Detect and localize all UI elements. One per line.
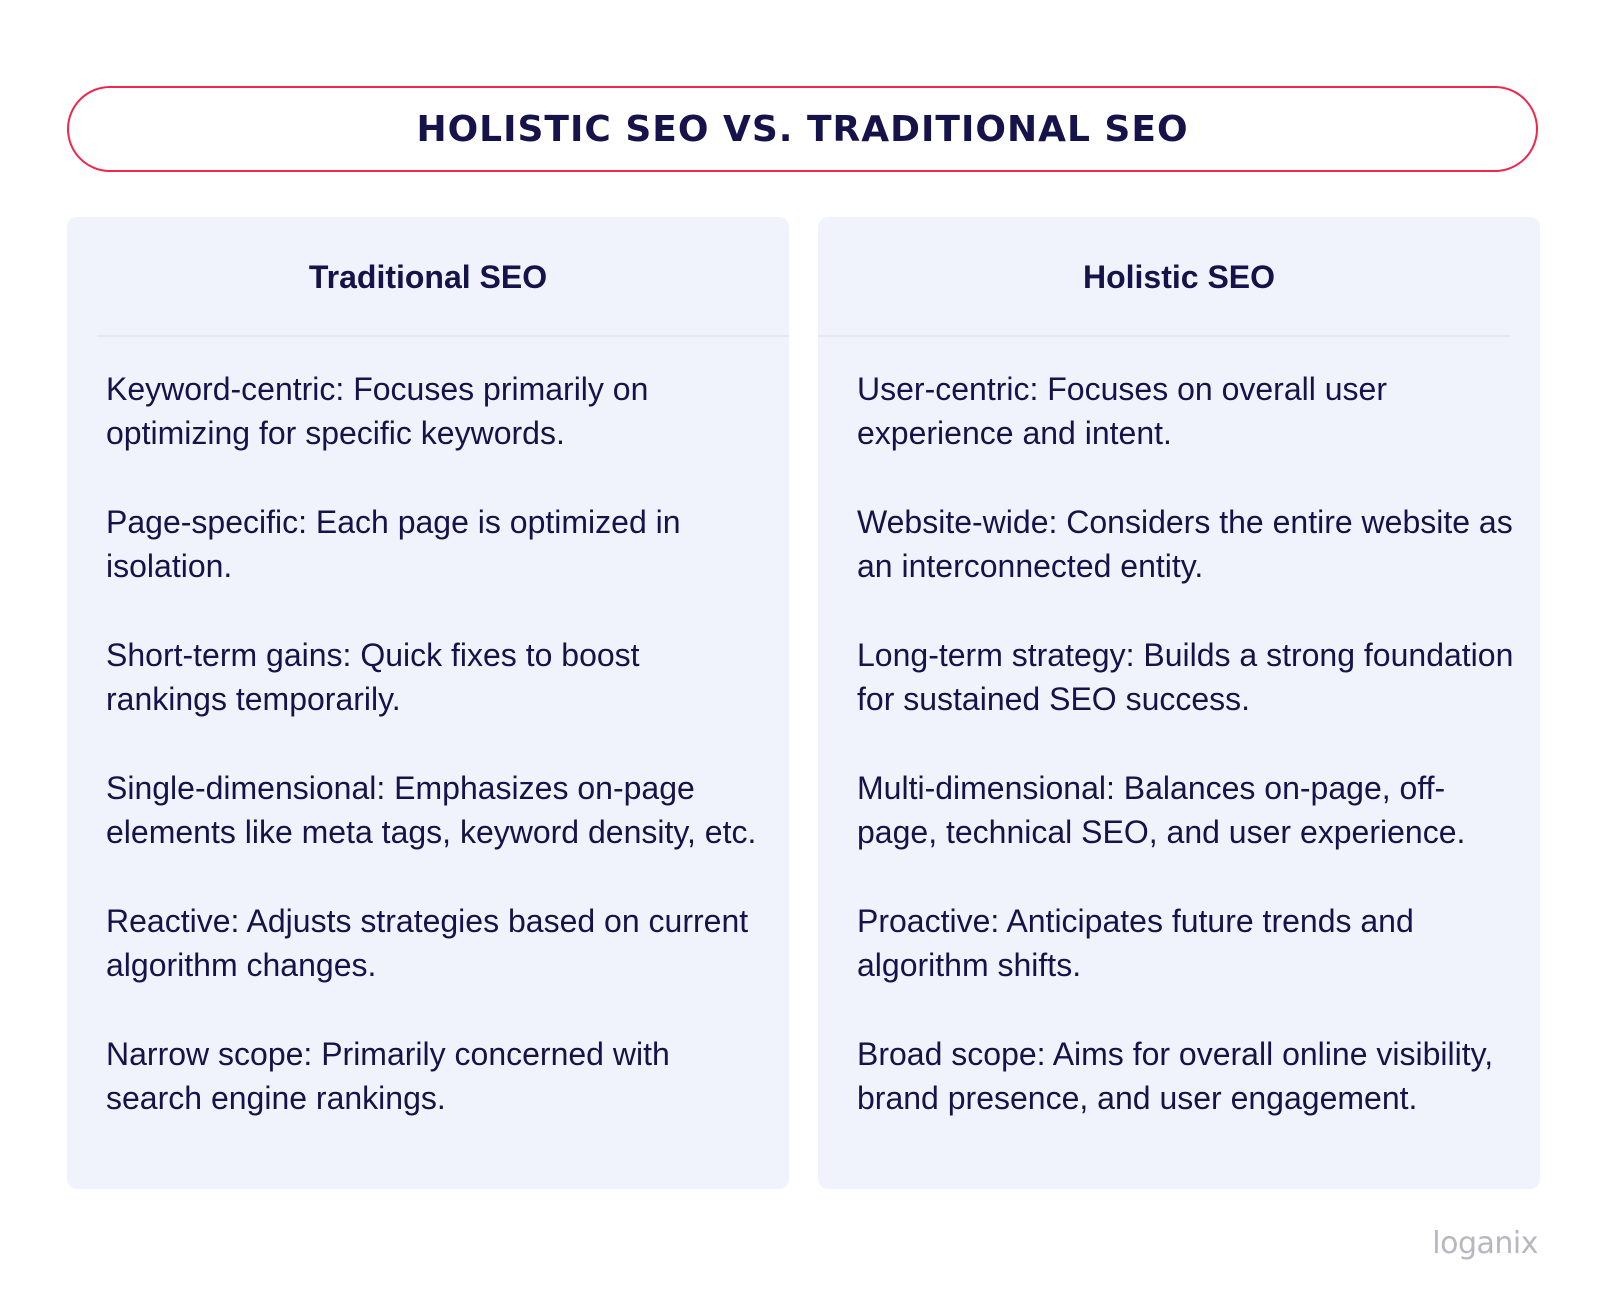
holistic-seo-card (818, 217, 1540, 1189)
list-item: Long-term strategy: Builds a strong foundation for sustained SEO success. (857, 637, 1514, 717)
list-item: Narrow scope: Primarily concerned with search engine rankings. (106, 1036, 670, 1116)
brand-logo: loganix (1432, 1226, 1538, 1261)
list-item: Website-wide: Considers the entire website as an interconnected entity. (857, 504, 1513, 584)
list-item: Page-specific: Each page is optimized in isolation. (106, 504, 681, 584)
holistic-seo-list (857, 367, 1518, 1165)
title-banner (67, 86, 1538, 172)
traditional-seo-list (106, 367, 767, 1165)
list-item: Keyword-centric: Focuses primarily on optimizing for specific keywords. (106, 371, 649, 451)
list-item: Multi-dimensional: Balances on-page, off-page, technical SEO, and user experience. (857, 770, 1466, 850)
list-item: Reactive: Adjusts strategies based on current algorithm changes. (106, 903, 749, 983)
list-item: Short-term gains: Quick fixes to boost rankings temporarily. (106, 637, 640, 717)
header-divider (818, 335, 1510, 337)
traditional-seo-card (67, 217, 789, 1189)
page-title: HOLISTIC SEO VS. TRADITIONAL SEO (416, 108, 1189, 150)
holistic-seo-header: Holistic SEO (1082, 258, 1276, 295)
list-item: User-centric: Focuses on overall user experience and intent. (857, 371, 1387, 451)
traditional-seo-header: Traditional SEO (308, 258, 548, 295)
list-item: Broad scope: Aims for overall online visibility, brand presence, and user engagement. (857, 1036, 1494, 1116)
header-divider (97, 335, 789, 337)
list-item: Single-dimensional: Emphasizes on-page elements like meta tags, keyword density, etc. (106, 770, 757, 850)
list-item: Proactive: Anticipates future trends and algorithm shifts. (857, 903, 1414, 983)
